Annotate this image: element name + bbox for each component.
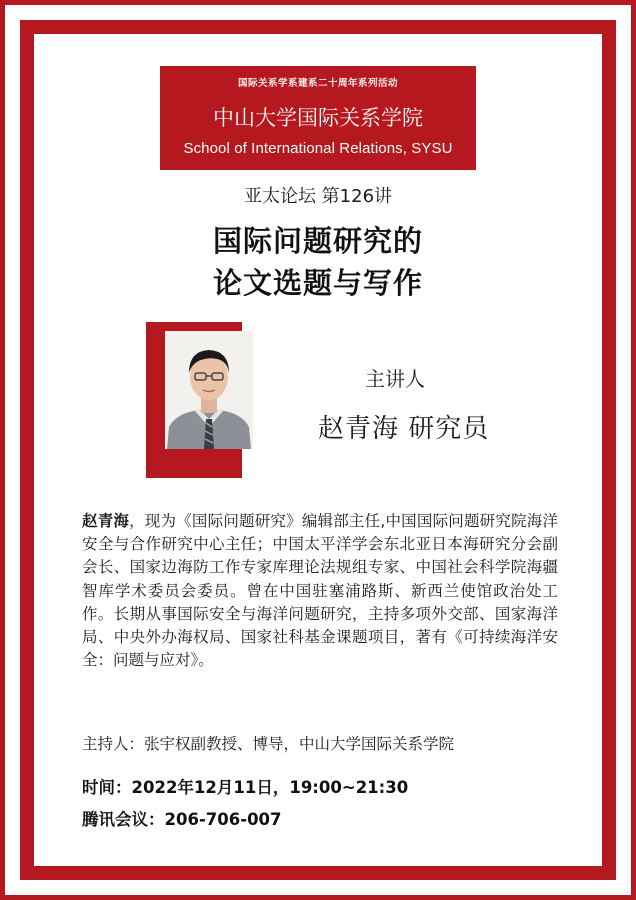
meeting-id: 腾讯会议：206-706-007 (82, 810, 282, 829)
title-line-2: 论文选题与写作 (212, 266, 423, 300)
speaker-label: 主讲人 (365, 367, 425, 391)
series-label: 亚太论坛 第126讲 (243, 186, 393, 207)
header-banner (160, 66, 476, 170)
title-line-1: 国际问题研究的 (212, 224, 423, 258)
speaker-portrait-icon (165, 331, 253, 449)
header-org-en: School of International Relations, SYSU (183, 140, 453, 157)
event-time: 时间：2022年12月11日，19:00~21:30 (82, 778, 409, 797)
bio-text: ，现为《国际问题研究》编辑部主任,中国国际问题研究院海洋安全与合作研究中心主任；中国太平洋学会东北亚日本海研究分会副会长、国家边海防工作专家库理论法规组专家、中国社会科学院海疆智库学术委员会委员。曾在中国驻塞浦路斯、新西兰使馆政治处工作。长期从事国际安全与海洋问题研究，主持多项外交部、国家海洋局、中央外办海权局、国家社科基金课题项目，著有《可持续海洋安全：问题与应对》。 (82, 512, 558, 670)
speaker-photo (165, 331, 253, 449)
page-title (0, 220, 636, 304)
header-kicker: 国际关系学系建系二十周年系列活动 (237, 78, 398, 89)
speaker-name: 赵青海 研究员 (318, 414, 490, 444)
speaker-bio (82, 510, 558, 672)
bio-name: 赵青海 (82, 512, 130, 530)
host-info: 主持人：张宇权副教授、博导，中山大学国际关系学院 (82, 735, 455, 753)
header-org-cn: 中山大学国际关系学院 (213, 106, 423, 130)
